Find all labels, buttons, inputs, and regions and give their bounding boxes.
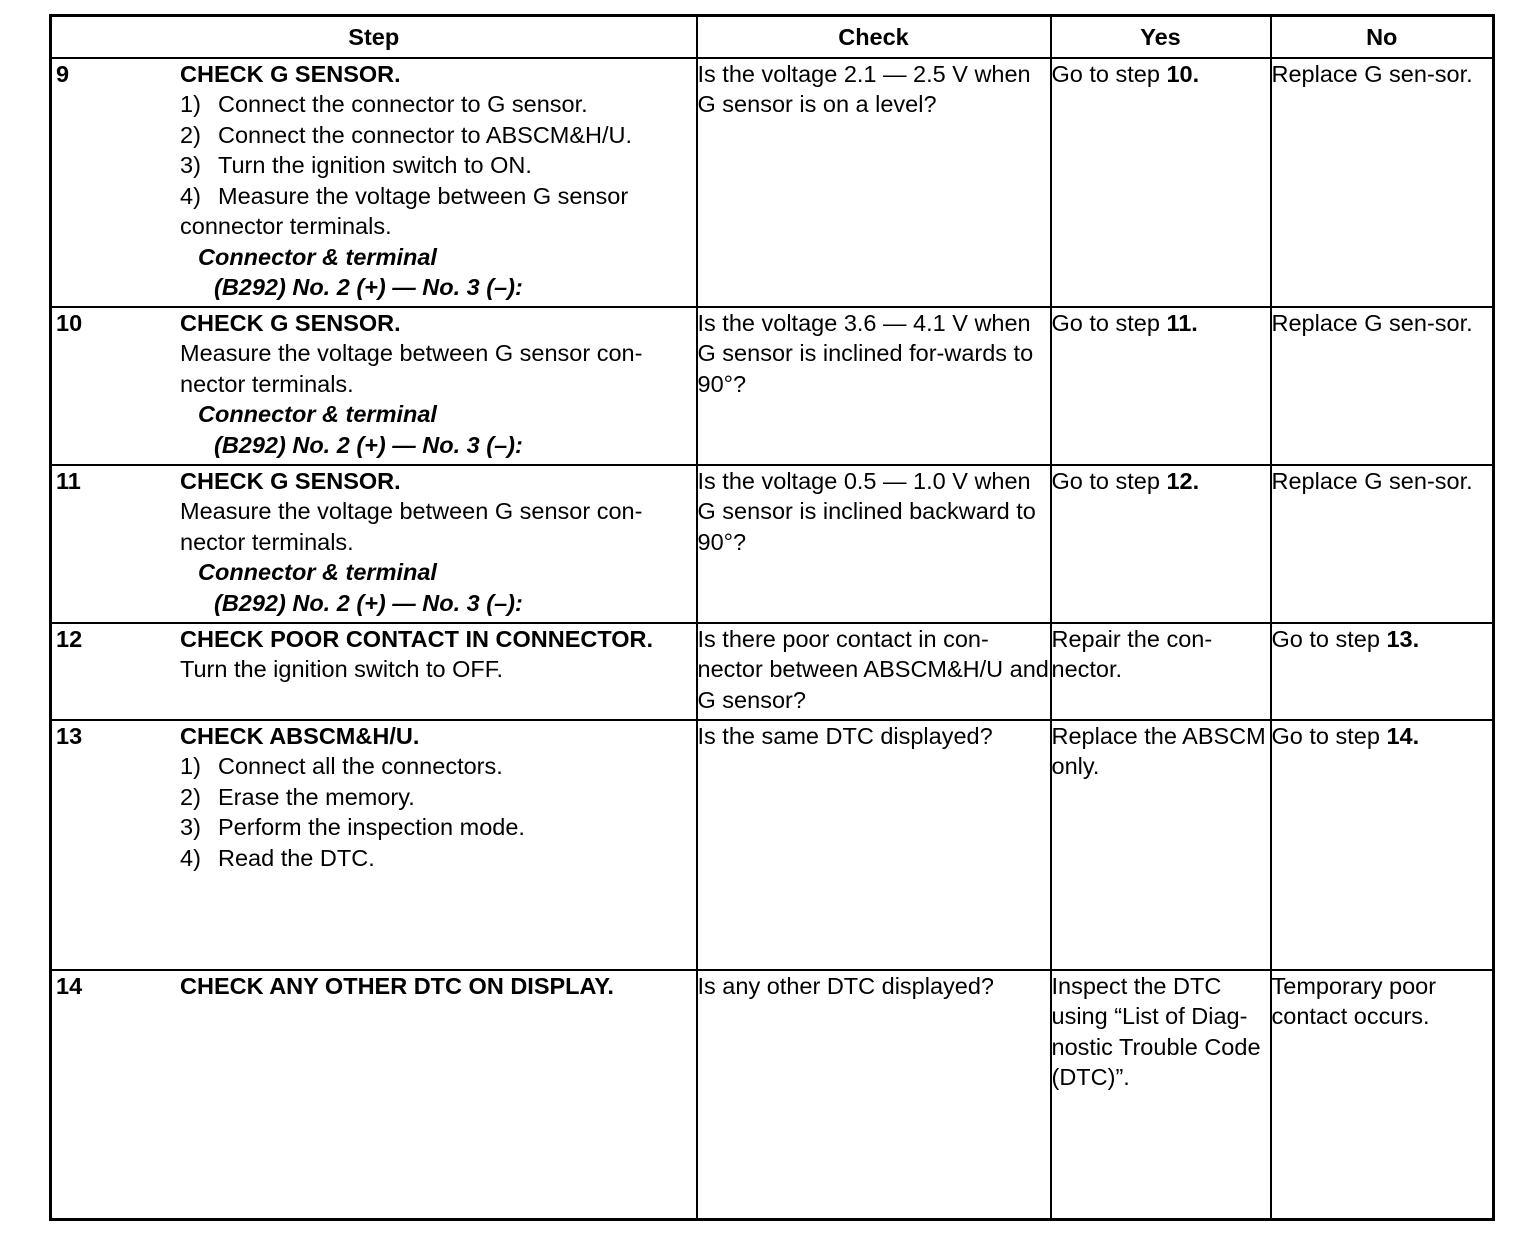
diagnostic-table [49, 14, 1495, 1221]
list-number: 2) [180, 783, 201, 810]
no-step-ref: 14. [1386, 722, 1420, 749]
no-cell [1271, 58, 1494, 307]
connector-terminals: (B292) No. 2 (+) — No. 3 (–): [214, 589, 523, 616]
step-text: Measure the voltage between G sensor con-nector terminals. [180, 340, 643, 397]
table-row [51, 58, 1494, 307]
step-text: Turn the ignition switch to OFF. [180, 656, 504, 682]
step-number: 11 [56, 467, 81, 494]
header-step: Step [51, 16, 697, 58]
step-cell [51, 720, 697, 970]
step-list-item [180, 751, 688, 782]
check-cell [697, 58, 1051, 307]
step-cell [51, 465, 697, 623]
step-title: CHECK ABSCM&H/U. [180, 722, 420, 749]
no-cell [1271, 623, 1494, 720]
check-cell [697, 465, 1051, 623]
step-cell [51, 307, 697, 465]
yes-text: Repair the con-nector. [1051, 625, 1213, 682]
no-cell [1271, 307, 1494, 465]
list-number: 3) [180, 814, 201, 840]
no-cell [1271, 970, 1494, 1220]
yes-text: Go to step [1051, 467, 1167, 494]
connector-terminals: (B292) No. 2 (+) — No. 3 (–): [214, 431, 523, 458]
list-text: Connect the connector to G sensor. [218, 91, 588, 117]
yes-step-ref: 12. [1166, 467, 1200, 494]
no-cell [1271, 465, 1494, 623]
step-list-item [180, 120, 688, 151]
connector-label: Connector & terminal [198, 401, 437, 427]
list-text: Connect all the connectors. [218, 753, 503, 779]
connector-terminals: (B292) No. 2 (+) — No. 3 (–): [214, 274, 523, 300]
step-title: CHECK G SENSOR. [180, 60, 401, 87]
list-text: Measure the voltage between G sensor [218, 182, 629, 209]
yes-text: Replace the ABSCM only. [1051, 722, 1266, 779]
no-text: Replace G sen-sor. [1271, 60, 1473, 87]
yes-cell [1051, 623, 1271, 720]
header-no: No [1271, 16, 1494, 58]
step-title: CHECK ANY OTHER DTC ON DISPLAY. [180, 972, 614, 999]
yes-step-ref: 10. [1166, 60, 1200, 87]
check-cell [697, 970, 1051, 1220]
step-title: CHECK G SENSOR. [180, 467, 401, 494]
yes-cell [1051, 720, 1271, 970]
table-row [51, 623, 1494, 720]
check-text: Is there poor contact in con-nector between ABSCM&H/U and G sensor? [697, 625, 1049, 713]
step-number: 9 [56, 60, 70, 87]
list-number: 1) [180, 753, 201, 779]
yes-text: Go to step [1051, 60, 1167, 87]
step-text: connector terminals. [180, 213, 392, 239]
header-check: Check [697, 16, 1051, 58]
yes-cell [1051, 465, 1271, 623]
header-yes: Yes [1051, 16, 1271, 58]
check-text: Is the voltage 2.1 — 2.5 V when G sensor is on a level? [697, 60, 1031, 117]
step-list-item [180, 843, 688, 874]
list-number: 2) [180, 121, 201, 148]
table-row [51, 970, 1494, 1220]
check-cell [697, 307, 1051, 465]
no-cell [1271, 720, 1494, 970]
table-row [51, 307, 1494, 465]
no-text: Go to step [1271, 722, 1387, 749]
table-row [51, 720, 1494, 970]
no-step-ref: 13. [1386, 625, 1420, 652]
list-number: 1) [180, 91, 201, 117]
yes-cell [1051, 307, 1271, 465]
yes-cell [1051, 970, 1271, 1220]
connector-label: Connector & terminal [198, 559, 437, 585]
list-text: Erase the memory. [218, 783, 415, 810]
step-list-item [180, 812, 688, 843]
check-cell [697, 720, 1051, 970]
step-number: 14 [56, 972, 83, 999]
step-cell [51, 970, 697, 1220]
check-text: Is the voltage 3.6 — 4.1 V when G sensor is inclined for-wards to 90°? [697, 309, 1034, 397]
check-text: Is any other DTC displayed? [697, 972, 995, 999]
step-list-item [180, 181, 688, 212]
header-row [51, 16, 1494, 58]
list-number: 3) [180, 152, 201, 178]
no-text: Replace G sen-sor. [1271, 467, 1473, 494]
yes-cell [1051, 58, 1271, 307]
connector-label: Connector & terminal [198, 243, 437, 270]
step-title: CHECK G SENSOR. [180, 309, 401, 336]
list-text: Turn the ignition switch to ON. [218, 152, 532, 178]
step-list-item [180, 782, 688, 813]
step-cell [51, 623, 697, 720]
list-text: Perform the inspection mode. [218, 814, 525, 840]
check-text: Is the voltage 0.5 — 1.0 V when G sensor is inclined backward to 90°? [697, 467, 1036, 555]
check-cell [697, 623, 1051, 720]
step-number: 13 [56, 722, 83, 749]
list-text: Read the DTC. [218, 844, 375, 871]
step-number: 10 [56, 309, 83, 336]
list-text: Connect the connector to ABSCM&H/U. [218, 121, 633, 148]
no-text: Replace G sen-sor. [1271, 309, 1473, 336]
check-text: Is the same DTC displayed? [697, 722, 993, 749]
table-row [51, 465, 1494, 623]
list-number: 4) [180, 182, 201, 209]
step-number: 12 [56, 625, 83, 652]
yes-step-ref: 11. [1166, 309, 1198, 336]
yes-text: Go to step [1051, 309, 1167, 336]
step-list-item [180, 150, 688, 181]
no-text: Go to step [1271, 625, 1387, 652]
no-text: Temporary poor contact occurs. [1271, 972, 1437, 1029]
step-list-item [180, 89, 688, 120]
step-title: CHECK POOR CONTACT IN CONNECTOR. [180, 625, 654, 652]
list-number: 4) [180, 844, 201, 871]
yes-text: Inspect the DTC using “List of Diag-nostic Trouble Code (DTC)”. [1051, 972, 1261, 1090]
step-text: Measure the voltage between G sensor con-nector terminals. [180, 498, 643, 555]
step-cell [51, 58, 697, 307]
